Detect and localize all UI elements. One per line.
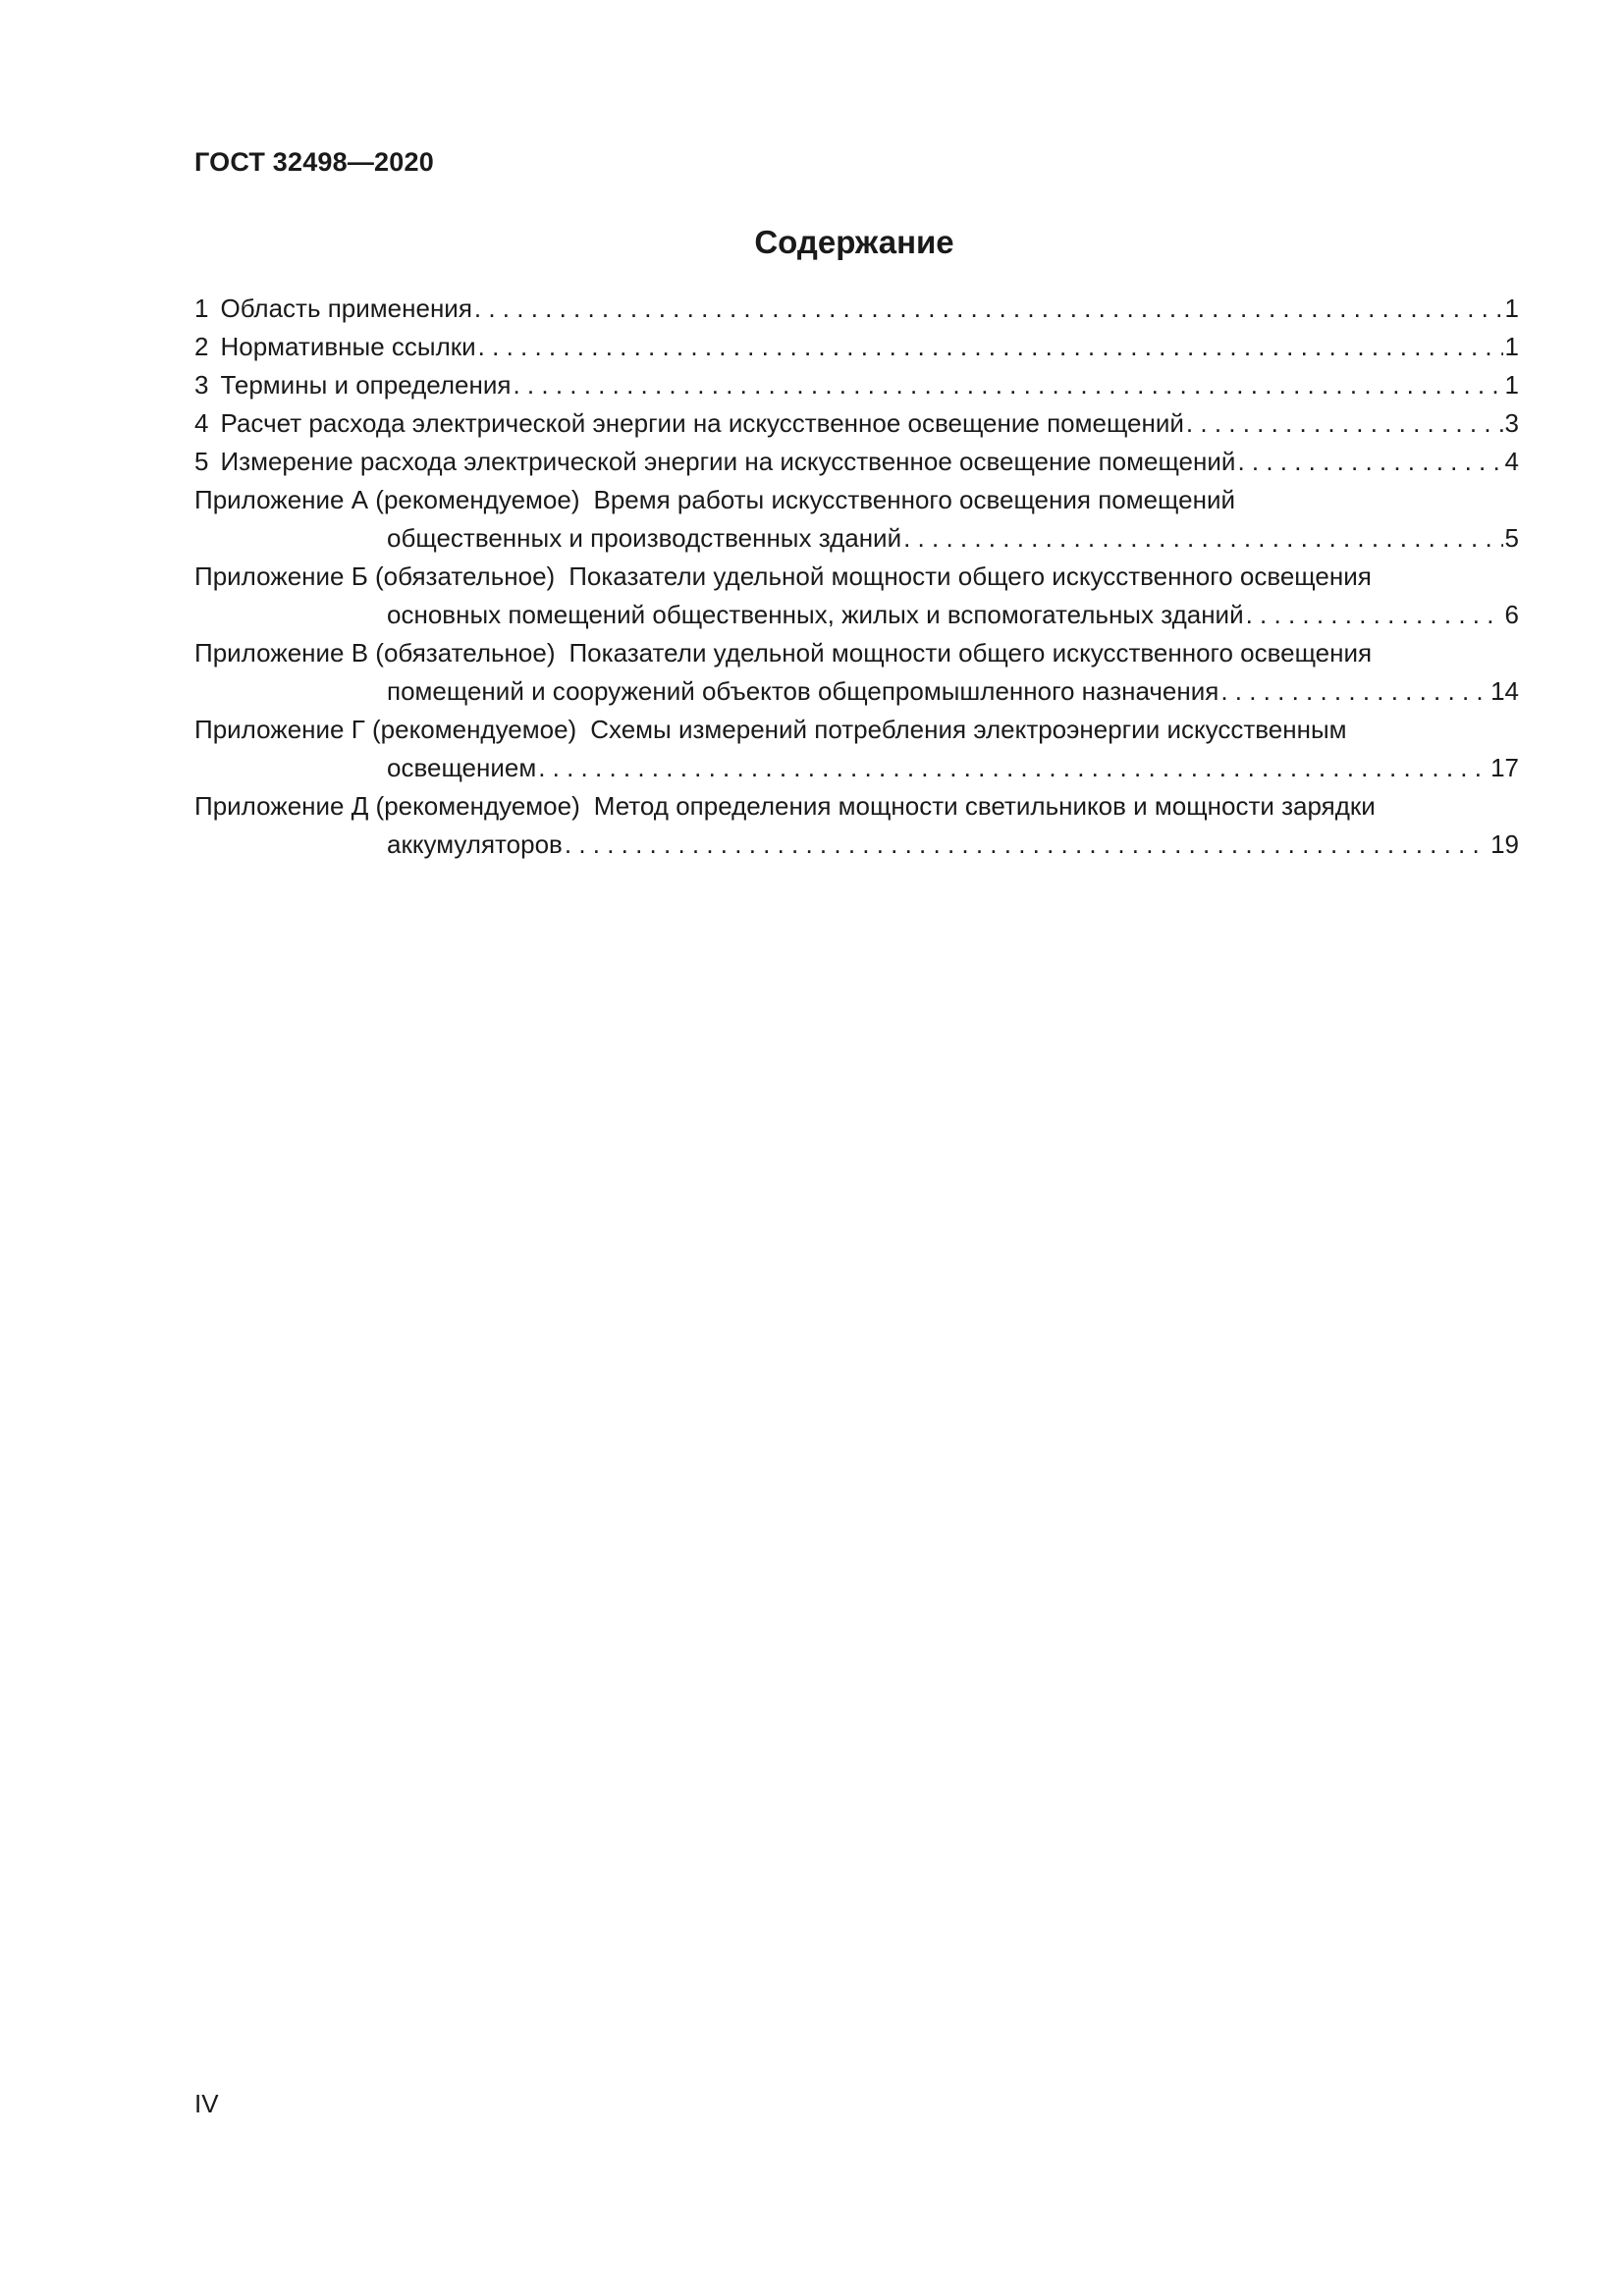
page-ref: 5 [1504, 523, 1519, 553]
section-number: 4 [194, 408, 209, 438]
page-ref: 6 [1504, 600, 1519, 629]
dot-leader [474, 290, 1503, 328]
dot-leader [903, 519, 1502, 558]
page-number: IV [194, 2089, 219, 2118]
toc-appendix-b[interactable] [194, 558, 1519, 634]
section-number: 5 [194, 447, 209, 476]
appendix-label: Приложение В (обязательное) [194, 638, 556, 667]
appendix-title-line1: Показатели удельной мощности общего искусственного освещения [568, 561, 1372, 591]
appendix-title-line2: освещением [387, 753, 537, 782]
dot-leader [1220, 672, 1489, 711]
toc-section-5[interactable] [194, 443, 1519, 481]
appendix-title-line2: помещений и сооружений объектов общепромышленного назначения [387, 676, 1219, 706]
table-of-contents [194, 290, 1519, 864]
appendix-label: Приложение А (рекомендуемое) [194, 485, 580, 514]
page-ref: 19 [1490, 829, 1519, 859]
section-number: 1 [194, 294, 209, 323]
section-number: 3 [194, 370, 209, 400]
toc-section-3[interactable] [194, 366, 1519, 404]
appendix-title-line2: основных помещений общественных, жилых и вспомогательных зданий [387, 600, 1244, 629]
appendix-title-line1: Время работы искусственного освещения помещений [593, 485, 1236, 514]
appendix-title-line1: Схемы измерений потребления электроэнергии искусственным [590, 715, 1347, 744]
appendix-label: Приложение Г (рекомендуемое) [194, 715, 577, 744]
section-title: Термины и определения [220, 370, 512, 400]
appendix-title-line1: Метод определения мощности светильников и мощности зарядки [593, 791, 1376, 821]
toc-section-2[interactable] [194, 328, 1519, 366]
page-ref: 3 [1504, 408, 1519, 438]
dot-leader [1186, 404, 1503, 443]
toc-appendix-a[interactable] [194, 481, 1519, 558]
page-ref: 1 [1504, 332, 1519, 361]
appendix-title-line2: общественных и производственных зданий [387, 523, 902, 553]
page-ref: 1 [1504, 294, 1519, 323]
dot-leader [478, 328, 1503, 366]
section-title: Измерение расхода электрической энергии на искусственное освещение помещений [220, 447, 1236, 476]
dot-leader [1237, 443, 1502, 481]
page-ref: 4 [1504, 447, 1519, 476]
appendix-title-line2: аккумуляторов [387, 829, 563, 859]
section-title: Расчет расхода электрической энергии на искусственное освещение помещений [220, 408, 1184, 438]
section-title: Область применения [220, 294, 472, 323]
toc-appendix-v[interactable] [194, 634, 1519, 711]
toc-appendix-d[interactable] [194, 787, 1519, 864]
toc-section-1[interactable] [194, 290, 1519, 328]
appendix-title-line1: Показатели удельной мощности общего искусственного освещения [568, 638, 1373, 667]
toc-title: Содержание [754, 224, 954, 260]
toc-section-4[interactable] [194, 404, 1519, 443]
dot-leader [513, 366, 1502, 404]
dot-leader [565, 826, 1489, 864]
page-ref: 14 [1490, 676, 1519, 706]
section-number: 2 [194, 332, 209, 361]
dot-leader [1246, 596, 1503, 634]
page-ref: 17 [1490, 753, 1519, 782]
page-ref: 1 [1504, 370, 1519, 400]
section-title: Нормативные ссылки [220, 332, 476, 361]
appendix-label: Приложение Д (рекомендуемое) [194, 791, 580, 821]
dot-leader [538, 749, 1489, 787]
document-code: ГОСТ 32498—2020 [194, 147, 434, 177]
toc-appendix-g[interactable] [194, 711, 1519, 787]
appendix-label: Приложение Б (обязательное) [194, 561, 556, 591]
